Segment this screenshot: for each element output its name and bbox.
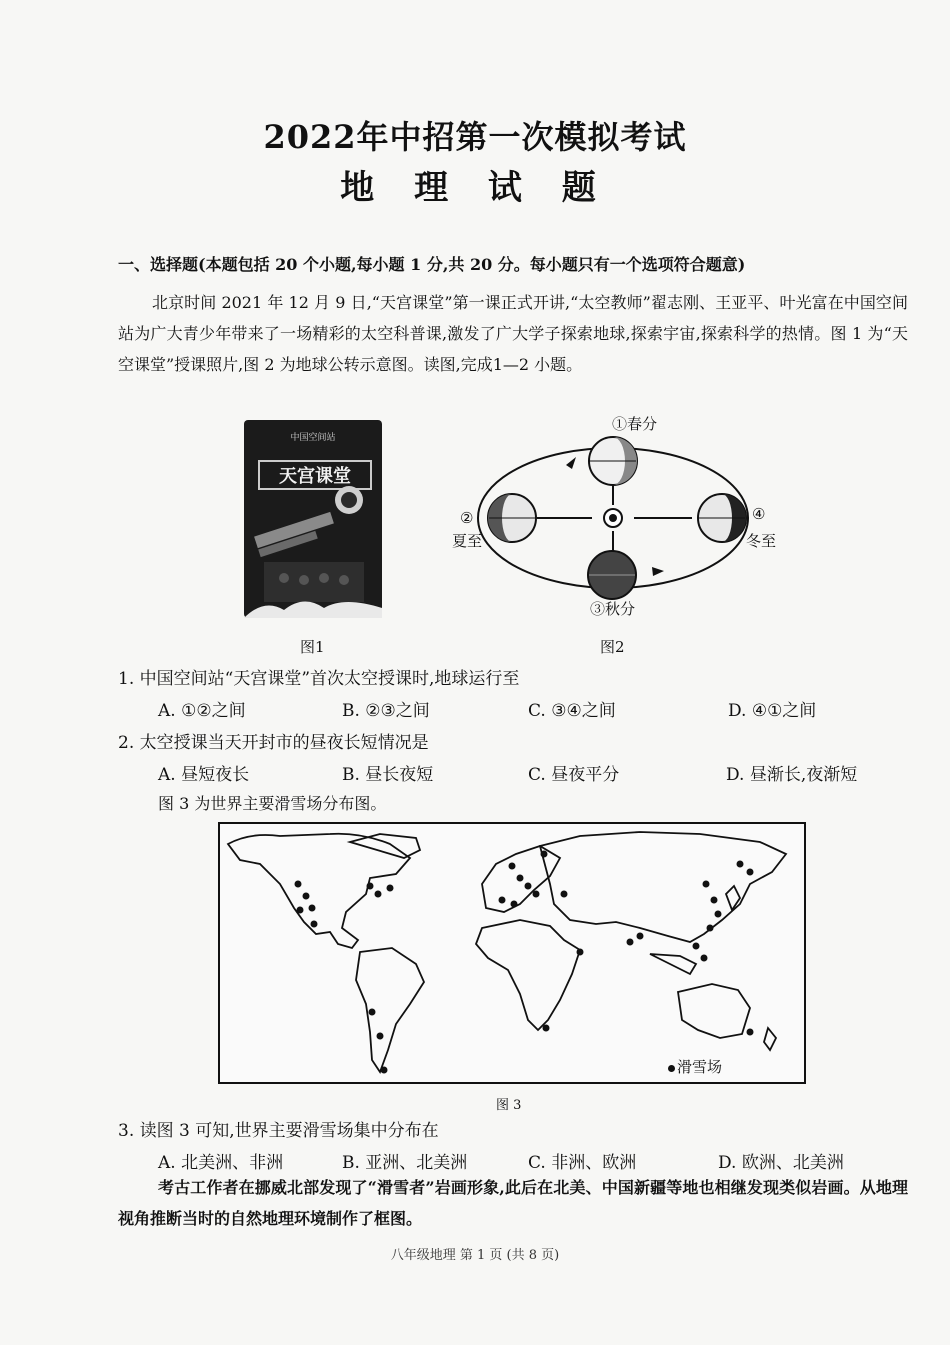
q2-option-a: A. 昼短夜长 bbox=[158, 765, 250, 785]
q2-option-b: B. 昼长夜短 bbox=[342, 765, 434, 785]
figure3-intro: 图 3 为世界主要滑雪场分布图。 bbox=[158, 794, 387, 813]
q2-option-c: C. 昼夜平分 bbox=[528, 765, 620, 785]
intro-paragraph: 北京时间 2021 年 12 月 9 日,“天宫课堂”第一课正式开讲,“太空教师”翟志刚、王亚平、叶光富在中国空间站为广大青少年带来了一场精彩的太空科普课,激发了广大学子探索地球,探索宇宙,探索科学的热情。图 1 为“天空课堂”授课照片,图 2 为地球公转示意图。读图,完成1—2 小题。 bbox=[118, 293, 908, 374]
world-map-outline bbox=[220, 824, 804, 1082]
exam-subject-title: 地 理 试 题 bbox=[340, 168, 610, 208]
q3-option-d: D. 欧洲、北美洲 bbox=[718, 1153, 844, 1173]
label-summer-num: ② bbox=[460, 509, 474, 527]
ski-resort-markers bbox=[295, 851, 754, 1074]
q1-option-c: C. ③④之间 bbox=[528, 701, 616, 721]
figure2-orbit-diagram bbox=[440, 405, 780, 625]
question-3-stem: 3. 读图 3 可知,世界主要滑雪场集中分布在 bbox=[118, 1121, 439, 1141]
q1-option-a: A. ①②之间 bbox=[158, 701, 246, 721]
label-winter-num: ④ bbox=[752, 505, 766, 523]
exam-title: 2022年中招第一次模拟考试 bbox=[263, 118, 687, 156]
q1-option-b: B. ②③之间 bbox=[342, 701, 430, 721]
section-heading: 一、选择题(本题包括 20 个小题,每小题 1 分,共 20 分。每小题只有一个选项符合题意) bbox=[118, 255, 746, 274]
q3-option-c: C. 非洲、欧洲 bbox=[528, 1153, 637, 1173]
map-legend bbox=[668, 1056, 722, 1077]
ski-resort-legend-icon bbox=[668, 1065, 675, 1072]
q3-option-a: A. 北美洲、非洲 bbox=[158, 1153, 284, 1173]
label-autumn-equinox: ③秋分 bbox=[590, 600, 636, 618]
label-spring-equinox: ①春分 bbox=[612, 415, 658, 433]
figure3-world-map bbox=[218, 822, 806, 1084]
q2-option-d: D. 昼渐长,夜渐短 bbox=[726, 765, 858, 785]
figure1-caption: 图1 bbox=[300, 638, 325, 656]
question-2-stem: 2. 太空授课当天开封市的昼夜长短情况是 bbox=[118, 733, 429, 753]
figure1-photo bbox=[244, 420, 382, 618]
label-summer-solstice: 夏至 bbox=[452, 532, 483, 550]
figure2-caption: 图2 bbox=[600, 638, 625, 656]
page-footer: 八年级地理 第 1 页 (共 8 页) bbox=[390, 1248, 560, 1263]
poster-small-label: 中国空间站 bbox=[290, 433, 336, 443]
q3-option-b: B. 亚洲、北美洲 bbox=[342, 1153, 468, 1173]
question-1-stem: 1. 中国空间站“天宫课堂”首次太空授课时,地球运行至 bbox=[118, 669, 520, 689]
q1-option-d: D. ④①之间 bbox=[728, 701, 817, 721]
passage-rock-painting: 考古工作者在挪威北部发现了“滑雪者”岩画形象,此后在北美、中国新疆等地也相继发现类似岩画。从地理视角推断当时的自然地理环境制作了框图。 bbox=[118, 1178, 908, 1228]
figure3-caption: 图 3 bbox=[496, 1098, 522, 1113]
legend-label: 滑雪场 bbox=[677, 1058, 723, 1076]
label-winter-solstice: 冬至 bbox=[746, 532, 777, 550]
poster-artwork bbox=[244, 490, 382, 618]
poster-title: 天宫课堂 bbox=[258, 460, 372, 490]
